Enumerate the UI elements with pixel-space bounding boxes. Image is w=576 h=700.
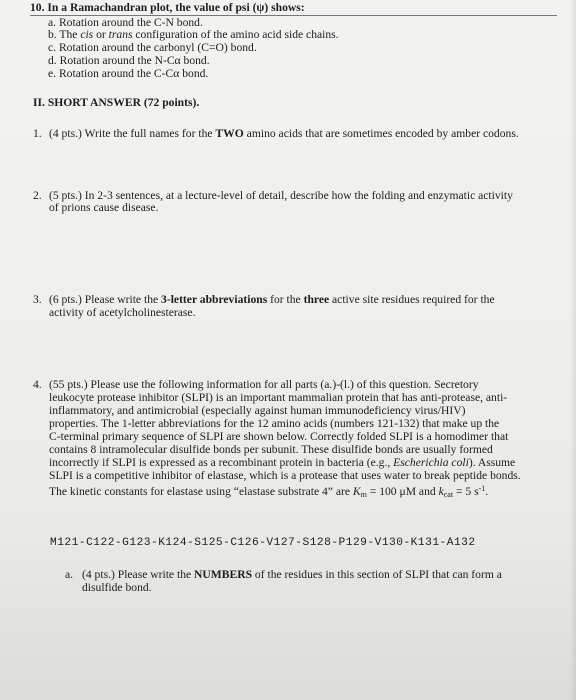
q10-option-e: e. Rotation around the C-Cα bond. [48, 67, 209, 80]
q10-option-b-or: or [93, 28, 109, 41]
q4a-number: a. [65, 568, 74, 581]
q3-number: 3. [33, 293, 42, 306]
q10-option-b [48, 29, 339, 41]
slpi-sequence: M121-C122-G123-K124-S125-C126-V127-S128-P129-V130-K131-A132 [50, 537, 476, 549]
q3-line1 [49, 294, 495, 306]
q4-number: 4. [33, 378, 42, 391]
q3-line1-mid: for the [267, 293, 304, 306]
q1-text-pre: (4 pts.) Write the full names for the [49, 127, 216, 140]
q4-line9 [49, 483, 488, 501]
q3-line1-pre: (6 pts.) Please write the [49, 293, 162, 306]
q2-line1: (5 pts.) In 2-3 sentences, at a lecture-level of detail, describe how the folding and enzymatic activity [49, 189, 513, 202]
q10-option-b-pre: b. The [48, 28, 81, 41]
q10-option-b-post: configuration of the amino acid side chains. [132, 28, 339, 41]
q10-option-c: c. Rotation around the carbonyl (C=O) bond. [48, 41, 257, 54]
q2-line2: of prions cause disease. [49, 201, 159, 214]
q4-line9-post: = 5 s [453, 485, 479, 498]
q3-line2: activity of acetylcholinesterase. [49, 306, 196, 319]
q4-line8: SLPI is a competitive inhibitor of elastase, which is a protease that uses water to break peptide bonds. [49, 469, 521, 482]
q4-line9-pre: The kinetic constants for elastase using “elastase substrate 4” are [49, 485, 353, 498]
q4-line9-mid: = 100 μM and [366, 485, 439, 498]
q4a-line1-pre: (4 pts.) Please write the [82, 568, 195, 581]
km-subscript: m [360, 490, 367, 499]
q4a-line1-post: of the residues in this section of SLPI that can form a [252, 568, 502, 581]
q3-line1-emph1: 3-letter abbreviations [161, 293, 268, 306]
q1-text-emph: TWO [215, 127, 244, 140]
q1-number: 1. [33, 127, 42, 140]
q4-line5: C-terminal primary sequence of SLPI are shown below. Correctly folded SLPI is a homodimer that [49, 430, 509, 443]
q10-option-b-cis: cis [80, 28, 94, 41]
rate-unit-superscript: -1 [478, 484, 486, 493]
q4-line6: contains 8 intramolecular disulfide bonds per subunit. These disulfide bonds are usually formed [49, 443, 493, 456]
q4a-line1 [82, 569, 502, 581]
q4a-line1-emph: NUMBERS [194, 568, 253, 581]
q10-option-b-trans: trans [108, 28, 133, 41]
section-title: II. SHORT ANSWER (72 points). [33, 96, 200, 109]
q3-line1-emph2: three [303, 293, 330, 306]
q3-line1-post: active site residues required for the [329, 293, 495, 306]
q4-line7 [49, 457, 515, 469]
q4-line3: inflammatory, and antimicrobial (especially against human immunodeficiency virus/HIV) [49, 404, 466, 417]
q4-line4: properties. The 1-letter abbreviations for the 12 amino acids (numbers 121-132) that make up the [49, 417, 500, 430]
q10-stem: 10. In a Ramachandran plot, the value of psi (ψ) shows: [30, 1, 305, 14]
q10-option-d: d. Rotation around the N-Cα bond. [48, 54, 210, 67]
q10-option-a: a. Rotation around the C-N bond. [48, 16, 203, 29]
q1-text-post: amino acids that are sometimes encoded by amber codons. [243, 127, 519, 140]
q4a-line2: disulfide bond. [82, 581, 152, 594]
q4-line7-pre: incorrectly if SLPI is expressed as a recombinant protein in bacteria (e.g., [49, 456, 394, 469]
q4-line1: (55 pts.) Please use the following information for all parts (a.)-(l.) of this question. Secretory [49, 378, 479, 391]
q4-line9-end: . [485, 485, 489, 498]
q4-line7-post: ). Assume [468, 456, 516, 469]
q4-line2: leukocyte protease inhibitor (SLPI) is an important mammalian protein that has anti-protease, anti- [49, 391, 508, 404]
q1-text [49, 128, 519, 140]
q4-line7-species: Escherichia coli [393, 456, 469, 469]
kcat-symbol: k [438, 485, 444, 498]
page-edge-shadow [570, 0, 576, 700]
km-symbol: K [352, 485, 361, 498]
q2-number: 2. [33, 189, 42, 202]
kcat-subscript: cat [443, 490, 454, 499]
